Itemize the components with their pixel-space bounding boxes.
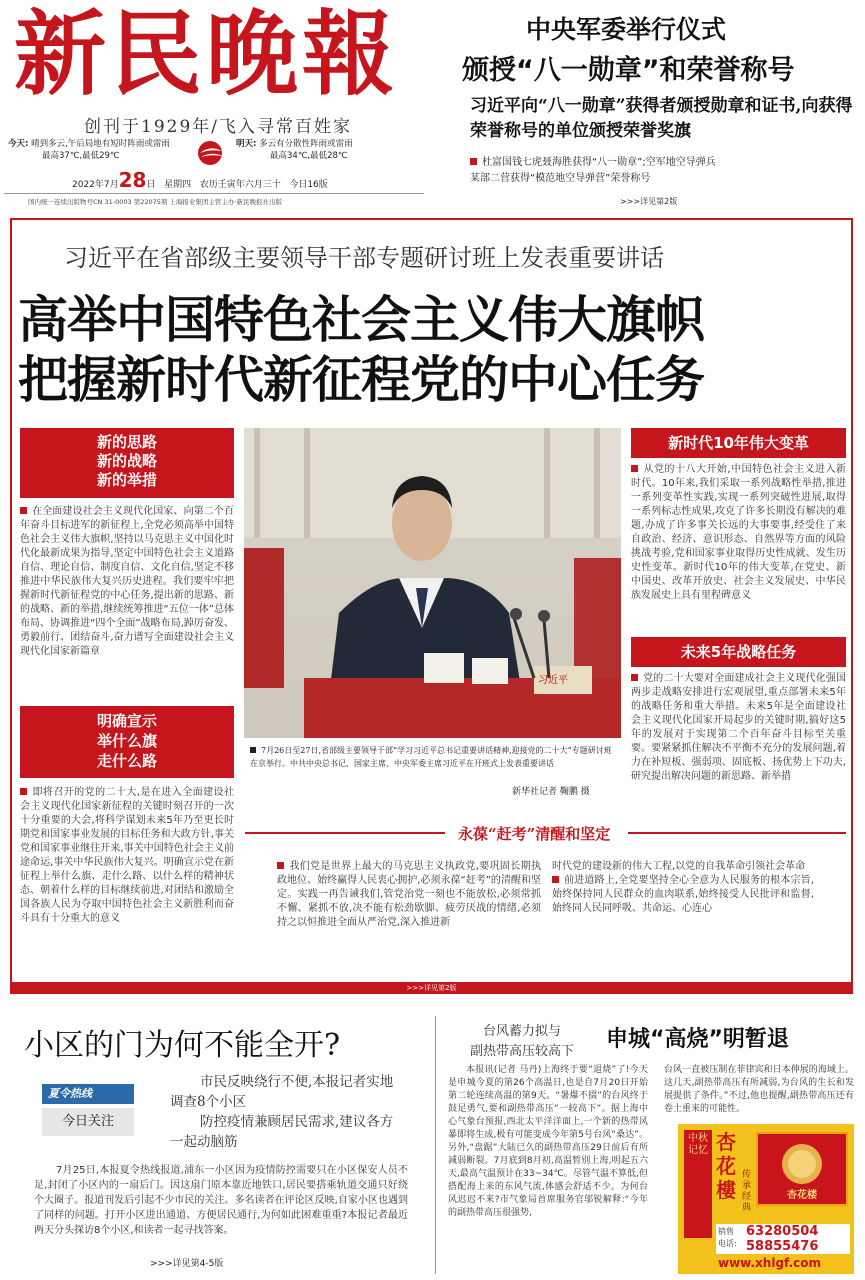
box-five-years: 未来5年战略任务 — [631, 637, 846, 667]
bottom-left-deck: 市民反映绕行不便,本报记者实地调查8个小区 防控疫情兼顾居民需求,建议各方一起动脑筋 — [170, 1074, 394, 1150]
box-new-ideas: 新的思路 新的战略 新的举措 — [20, 428, 234, 498]
lead-text-2: 即将召开的党的二十大,是在进入全面建设社会主义现代化国家新征程的关键时刻召开的一次十分重要的大会,将科学谋划未来5年乃至更长时期党和国家事业发展的目标任务和大政方针,事关党和国家事业继往开来,事关中国特色社会主义前途命运,事关中华民族伟大复兴。明确宣示党在新征程上举什么旗、走什么路、以什么样的精神状态、朝着什么样的目标继续前进,对团结和激励全国各族人民为夺取中国特色社会主义新胜利而奋斗具有十分重大的意义 — [20, 787, 234, 924]
bottom-left-jump[interactable]: >>>详见第4-5版 — [150, 1259, 224, 1269]
lead-kicker: 习近平在省部级主要领导干部专题研讨班上发表重要讲话 — [64, 244, 664, 272]
bottom-left-headline: 小区的门为何不能全开? — [24, 1028, 341, 1063]
today-focus-label: 今日关注 — [42, 1108, 134, 1136]
lead-headline-1: 高举中国特色社会主义伟大旗帜 — [18, 291, 704, 349]
ad-tagline: 传承经典 — [742, 1170, 752, 1213]
summer-hotline-tag: 夏令热线 — [42, 1084, 134, 1104]
ad-box-brand: 杏花楼 — [787, 1190, 817, 1201]
ad-phone-block: 销售 电话: 63280504 58855476 — [716, 1224, 850, 1254]
photo-credit: 新华社记者 鞠鹏 摄 — [512, 787, 590, 797]
sun-logo-icon — [196, 139, 226, 167]
issue-date-line: 2022年7月28日 星期四 农历壬寅年六月三十 今日16版 — [72, 168, 328, 192]
ad-mooncake-box — [756, 1132, 848, 1206]
lead-text-5: 我们党是世界上最大的马克思主义执政党,要巩固长期执政地位、始终赢得人民衷心拥护,必须永葆“赶考”的清醒和坚定。实践一再告诫我们,管党治党一刻也不能放松,必须常抓不懈、紧抓不放,决不能有松劲歇脚、疲劳厌战的情绪,必须持之以恒推进全面从严治党,深入推进新 — [277, 861, 541, 928]
lead-text-1: 在全面建设社会主义现代化国家、向第二个百年奋斗目标进军的新征程上,全党必须高举中国特色社会主义伟大旗帜,坚持以马克思主义中国化时代化最新成果为指导,坚定中国特色社会主义道路自信、理论自信、制度自信、文化自信,坚定不移推进中华民族伟大复兴历史进程。我们要牢牢把握新时代新征程党的中心任务,提出新的思路、新的战略、新的举措,继续统筹推进“五位一体”总体布局、协调推进“四个全面”战略布局,踔厉奋发、勇毅前行、团结奋斗,奋力谱写全面建设社会主义现代化国家新篇章 — [20, 506, 234, 657]
masthead-title: 新民晚報 — [14, 0, 399, 108]
weather-tomorrow: 明天: 多云有分散性阵雨或雷雨 最高34℃,最低28℃ — [236, 139, 353, 161]
lead-text-3: 从党的十八大开始,中国特色社会主义进入新时代。10年来,我们采取一系列战略性举措,推进一系列变革性实践,实现一系列突破性进展,取得一系列标志性成果,攻克了许多长期没有解决的难题,办成了许多事关长远的大事要事,经受住了来自政治、经济、意识形态、自然界等方面的风险挑战考验,党和国家事业取得历史性成就、发生历史性变革。新时代10年的伟大变革,在党史、新中国史、改革开放史、社会主义发展史、中华民族发展史上具有里程碑意义 — [631, 464, 846, 601]
top-story-sub: 习近平向“八一勋章”获得者颁授勋章和证书,向获得荣誉称号的单位颁授荣誉奖旗 — [470, 96, 853, 141]
lead-jump-bar[interactable]: >>>详见第2版 — [10, 982, 853, 994]
top-story-headline-1: 中央军委举行仪式 — [526, 15, 727, 44]
top-story-headline-2: 颁授“八一勋章”和荣誉称号 — [462, 55, 795, 86]
bottom-right-col1: 本报讯(记者 马丹)上海终于要“退烧”了!今天是申城今夏的第26个高温日,也是自7月20日开始第二轮连续高温的第9天。“暑爆不掇”的台风终于鼓足勇气,要和副热带高压“一较高下”。据上海中心气象台预报,西北太平洋洋面上,一个新的热带风暴即将生成,极有可能变成今年第5号台风“桑达”。另外,“盘踞”大陆已久的副热带高压29日前后有所减弱断裂。7月底到8月初,高温暂别上海,明起五六天,最高气温预计在33~34℃。尽管气温不算低,但搭配海上来的东风气流,体感会舒适不少。为何台风迟迟不来?市气象局首席服务官邬锐解释:“今年的副热带高压很强势, — [448, 1065, 648, 1218]
ad-url[interactable]: www.xhlgf.com — [718, 1256, 822, 1270]
mooncake-ad[interactable] — [678, 1124, 854, 1274]
bottom-right-kicker: 台风蓄力拟与 副热带高压较高下 — [469, 1024, 574, 1059]
lead-headline-2: 把握新时代新征程党的中心任务 — [18, 351, 704, 409]
box-declare: 明确宣示 举什么旗 走什么路 — [20, 706, 234, 778]
bottom-right-col2: 台风一直被压制在菲律宾和日本伸展的海域上。这几天,副热带高压有所减弱,为台风的生长和发展提供了条件。”不过,他也提醒,副热带高压还有卷土重来的可能性。 — [664, 1065, 854, 1114]
section-exam-title: 永葆“赶考”清醒和坚定 — [458, 825, 611, 843]
photo-nameplate: 习近平 — [538, 675, 568, 686]
lead-text-4: 党的二十大要对全面建成社会主义现代化强国两步走战略安排进行宏观展望,重点部署未来5年的战略任务和重大举措。未来5年是全面建设社会主义现代化国家开局起步的关键时期,搞好这5年的发展对于实现第二个百年奋斗目标至关重要。要紧紧抓住解决不平衡不充分的发展问题,着力在补短板、强弱项、固底板、扬优势上下功夫,研究提出解决问题的新思路、新举措 — [631, 673, 846, 782]
masthead-slogan: 创刊于1929年/飞入寻常百姓家 — [84, 117, 352, 137]
registration-line: 国内统一连续出版物号CN 31-0003 第22075期 上海报业集团主管主办·新民晚报社出版 — [28, 198, 283, 206]
ad-brand-vertical: 杏花樓 — [716, 1130, 736, 1202]
lead-text-6: 时代党的建设新的伟大工程,以党的自我革命引领社会革命 前进道路上,全党要坚持全心全意为人民服务的根本宗旨,始终保持同人民群众的血肉联系,始终接受人民批评和监督,始终同人民同呼吸、共命运、心连心 — [552, 861, 814, 914]
lead-photo — [244, 428, 621, 738]
photo-caption: 7月26日至27日,省部级主要领导干部“学习习近平总书记重要讲话精神,迎接党的二十大”专题研讨班在京举行。中共中央总书记、国家主席、中央军委主席习近平在开班式上发表重要讲话 — [250, 746, 612, 768]
bottom-left-body: 7月25日,本报夏令热线报道,浦东一小区因为疫情防控需要只在小区保安人员不足,封闭了小区内的一扇后门。因这扇门原本靠近地铁口,居民要搭乘轨道交通只好绕个大圈子。报道刊发后引起不少市民的关注。多名读者在评论区反映,自家小区也遇到了同样的问题。打开小区进出通道、方便居民通行,为何如此困难重重?本报记者最近两天分头探访8个小区,和读者一起寻找答案。 — [34, 1165, 408, 1236]
top-story-jump[interactable]: >>>详见第2版 — [620, 197, 678, 206]
weather-today: 今天: 晴到多云,午后局地有短时阵雨或雷雨 最高37℃,最低29℃ — [8, 139, 170, 161]
top-story-note: 杜富国钱七虎聂海胜获得“八一勋章”;空军地空导弹兵 某部二营获得“模范地空导弹营”荣誉称号 — [470, 157, 716, 184]
ad-left-panel: 中秋记忆 — [684, 1130, 712, 1238]
bottom-right-headline: 申城“高烧”明暂退 — [606, 1027, 789, 1052]
box-ten-years: 新时代10年伟大变革 — [631, 428, 846, 458]
